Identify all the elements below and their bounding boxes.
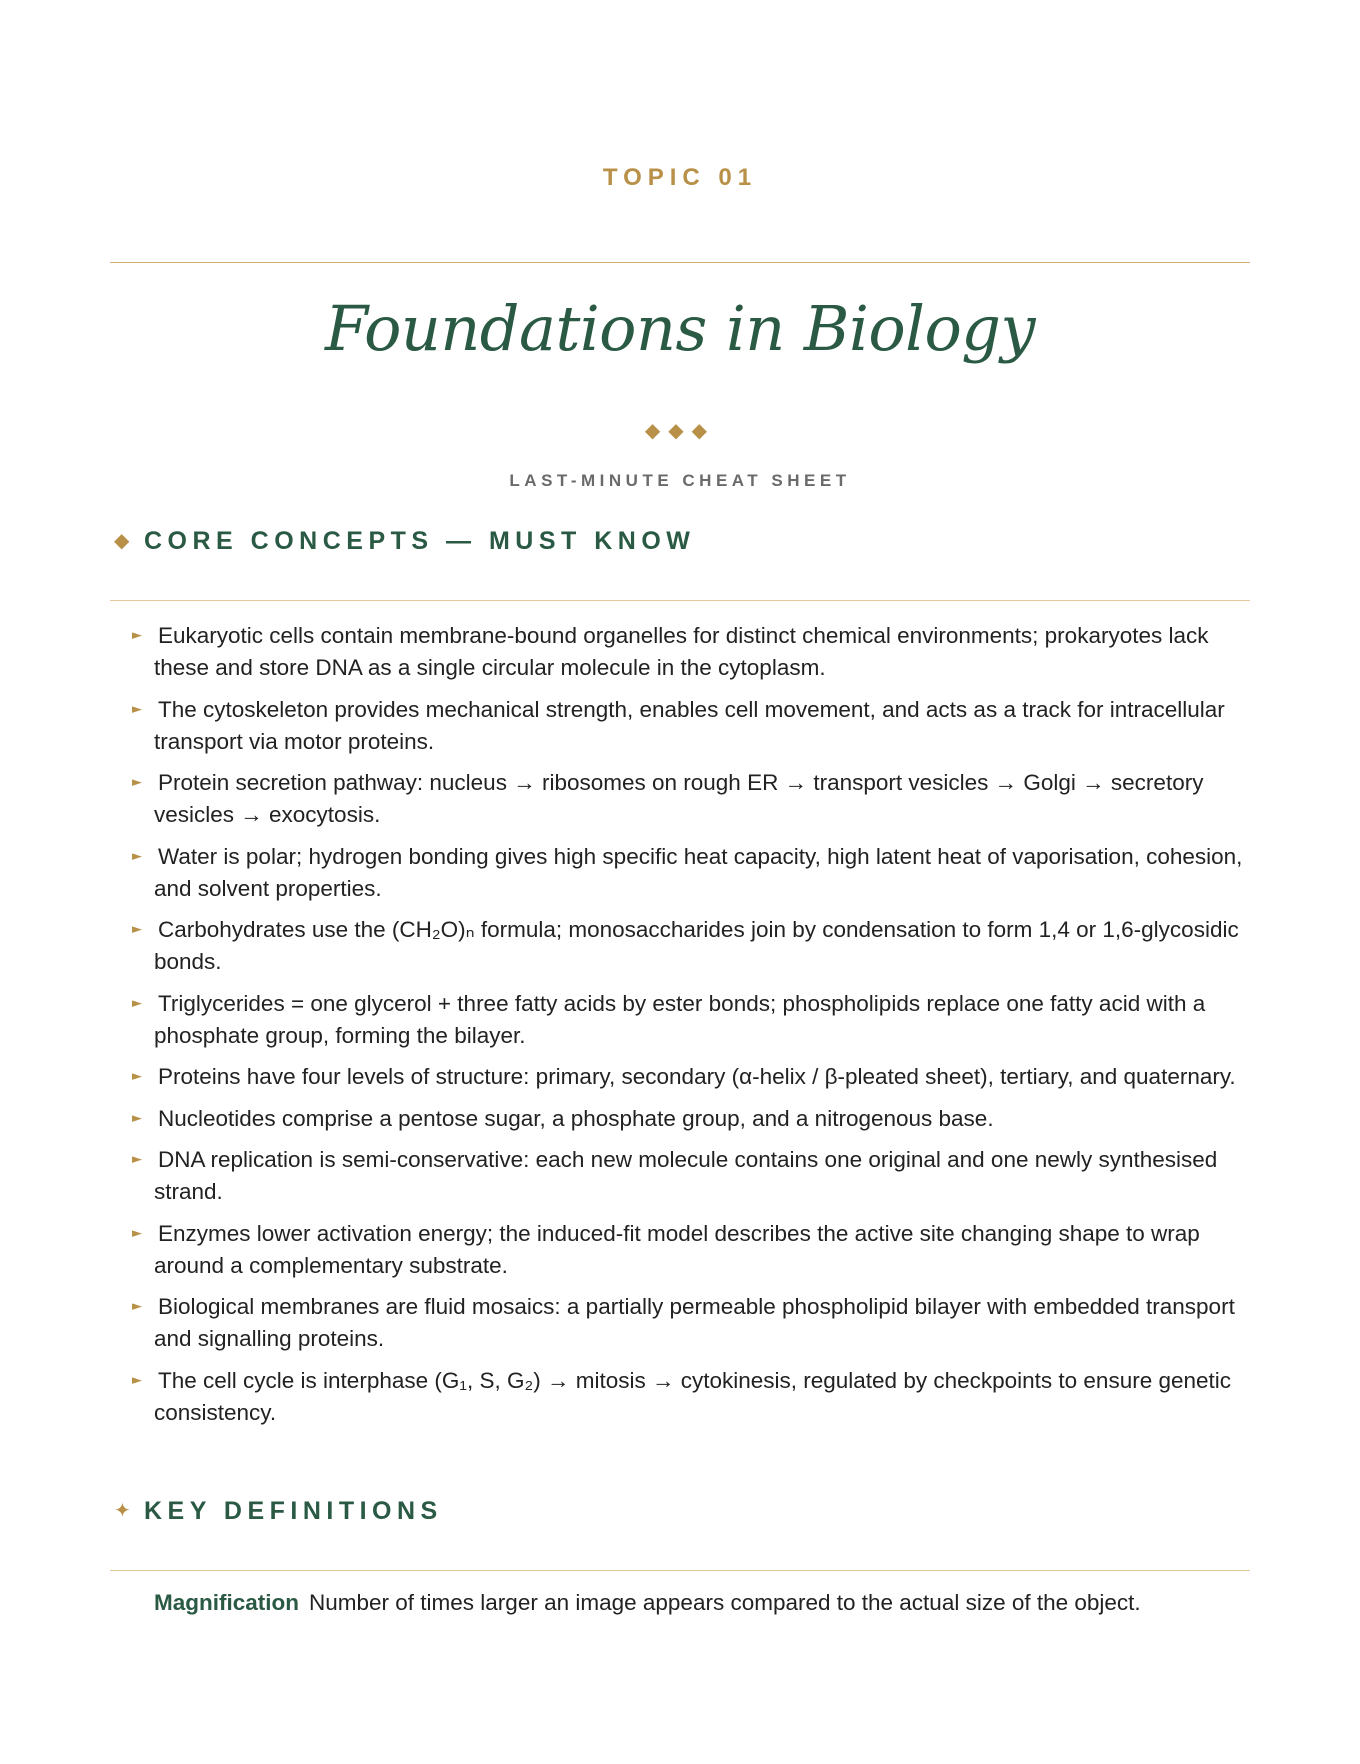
concept-item (132, 1103, 1244, 1135)
triangle-right-icon: ► (132, 775, 142, 790)
triangle-right-icon: ► (132, 1225, 142, 1241)
concept-text: DNA replication is semi-conservative: each new molecule contains one original and one newly synthesised strand. (154, 1147, 1218, 1204)
diamond-icon: ◆ (114, 528, 130, 552)
concept-item (132, 841, 1244, 905)
page-subtitle: LAST-MINUTE CHEAT SHEET (509, 471, 851, 490)
triangle-right-icon: ► (132, 1299, 142, 1314)
concept-item (132, 914, 1244, 978)
core-concepts-heading (114, 527, 695, 556)
triangle-right-icon: ► (132, 995, 142, 1011)
concept-item (132, 1061, 1244, 1093)
concept-item (132, 1365, 1244, 1429)
concept-text: Nucleotides comprise a pentose sugar, a phosphate group, and a nitrogenous base. (158, 1105, 994, 1131)
concept-item (132, 1144, 1244, 1208)
key-definitions-divider (110, 1570, 1250, 1571)
triangle-right-icon: ► (132, 628, 142, 643)
triangle-right-icon: ► (132, 1372, 142, 1388)
page-title: Foundations in Biology (324, 292, 1036, 365)
key-definitions-heading (114, 1497, 443, 1526)
concept-item (132, 988, 1244, 1052)
concept-text: Proteins have four levels of structure: primary, secondary (α-helix / β-pleated sheet), tertiary, and quaternary. (158, 1064, 1236, 1089)
sparkle-icon: ✦ (114, 1498, 131, 1522)
diamond-ornament-icon: ◆◆◆ (644, 418, 716, 442)
triangle-right-icon: ► (132, 922, 142, 937)
triangle-right-icon: ► (132, 1110, 142, 1126)
concept-text: The cytoskeleton provides mechanical strength, enables cell movement, and acts as a track for intracellular transport via motor proteins. (154, 696, 1225, 754)
concept-text: Water is polar; hydrogen bonding gives high specific heat capacity, high latent heat of vaporisation, cohesion, and solvent properties. (154, 843, 1243, 901)
cheat-sheet-page (110, 0, 1250, 1764)
core-concepts-list (132, 620, 1244, 1438)
concept-item (132, 620, 1244, 684)
definition-item (154, 1587, 1244, 1619)
concept-item (132, 1218, 1244, 1282)
topic-label: TOPIC 01 (602, 164, 758, 191)
concept-text: Carbohydrates use the (CH₂O)ₙ formula; monosaccharides join by condensation to form 1,4 or 1,6-glycosidic bonds. (154, 917, 1239, 974)
concept-item (132, 767, 1244, 831)
triangle-right-icon: ► (132, 1152, 142, 1167)
definition-term: Magnification (154, 1590, 299, 1615)
triangle-right-icon: ► (132, 701, 142, 717)
title-divider (110, 262, 1250, 263)
key-definitions-heading-text: KEY DEFINITIONS (144, 1497, 443, 1525)
concept-text: Biological membranes are fluid mosaics: a partially permeable phospholipid bilayer with embedded transport and signalling proteins. (154, 1294, 1235, 1351)
core-concepts-divider (110, 600, 1250, 601)
concept-item (132, 694, 1244, 758)
concept-text: Enzymes lower activation energy; the induced-fit model describes the active site changing shape to wrap around a complementary substrate. (154, 1220, 1200, 1278)
concept-text: Triglycerides = one glycerol + three fatty acids by ester bonds; phospholipids replace one fatty acid with a phosphate group, forming the bilayer. (154, 990, 1206, 1048)
core-concepts-heading-text: CORE CONCEPTS — MUST KNOW (144, 527, 696, 555)
concept-text: Eukaryotic cells contain membrane-bound organelles for distinct chemical environments; prokaryotes lack these and store DNA as a single circular molecule in the cytoplasm. (154, 623, 1209, 680)
triangle-right-icon: ► (132, 1069, 142, 1084)
triangle-right-icon: ► (132, 848, 142, 864)
concept-text: The cell cycle is interphase (G₁, S, G₂) → mitosis → cytokinesis, regulated by checkpoints to ensure genetic consistency. (154, 1367, 1232, 1425)
concept-text: Protein secretion pathway: nucleus → ribosomes on rough ER → transport vesicles → Golgi → secretory vesicles → exocytosis. (154, 770, 1204, 827)
concept-item (132, 1291, 1244, 1355)
definition-text: Number of times larger an image appears compared to the actual size of the object. (309, 1590, 1141, 1615)
